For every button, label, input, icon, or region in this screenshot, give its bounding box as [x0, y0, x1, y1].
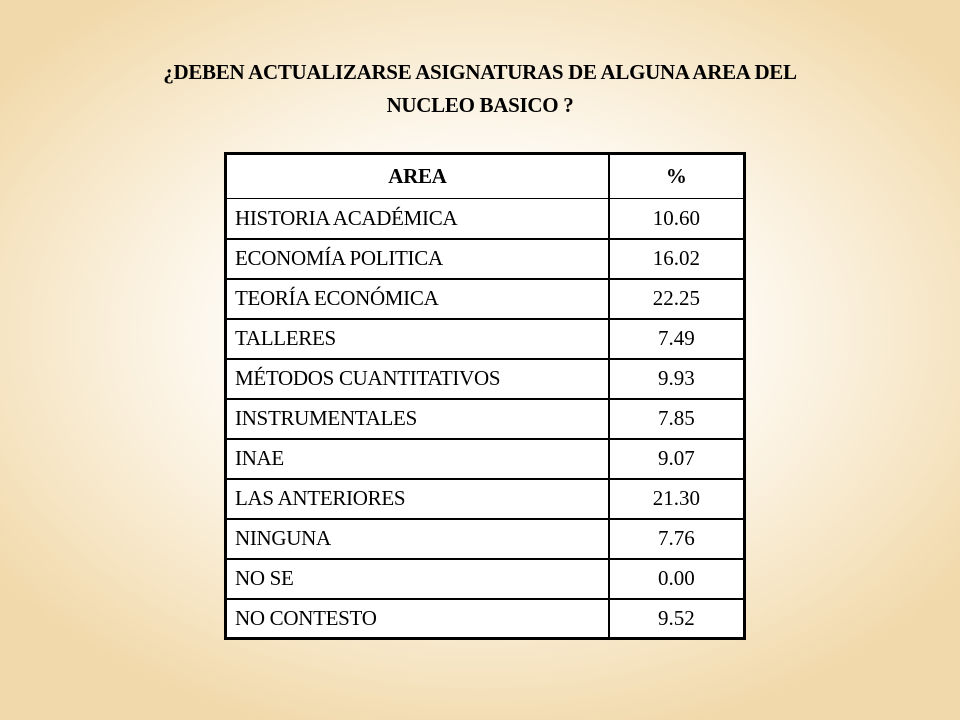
slide-title-line-1: ¿DEBEN ACTUALIZARSE ASIGNATURAS DE ALGUNA AREA DEL [163, 60, 797, 84]
table-row [226, 519, 745, 559]
cell-percent: 9.07 [609, 439, 745, 479]
header-row [226, 154, 745, 199]
cell-area: TALLERES [226, 319, 609, 359]
cell-area: INAE [226, 439, 609, 479]
cell-percent: 16.02 [609, 239, 745, 279]
table-body [226, 199, 745, 639]
table-row [226, 559, 745, 599]
table-header [226, 154, 745, 199]
table-row [226, 479, 745, 519]
cell-area: MÉTODOS CUANTITATIVOS [226, 359, 609, 399]
cell-area: HISTORIA ACADÉMICA [226, 199, 609, 239]
cell-area: INSTRUMENTALES [226, 399, 609, 439]
table-row [226, 399, 745, 439]
table-row [226, 359, 745, 399]
cell-area: NO CONTESTO [226, 599, 609, 639]
table-row [226, 599, 745, 639]
cell-area: LAS ANTERIORES [226, 479, 609, 519]
cell-percent: 7.49 [609, 319, 745, 359]
table-row [226, 319, 745, 359]
cell-percent: 9.52 [609, 599, 745, 639]
cell-area: TEORÍA ECONÓMICA [226, 279, 609, 319]
cell-area: NO SE [226, 559, 609, 599]
header-area: AREA [226, 154, 609, 199]
cell-area: ECONOMÍA POLITICA [226, 239, 609, 279]
slide-title [40, 56, 920, 122]
table-row [226, 199, 745, 239]
cell-percent: 21.30 [609, 479, 745, 519]
table-row [226, 239, 745, 279]
cell-percent: 9.93 [609, 359, 745, 399]
cell-percent: 22.25 [609, 279, 745, 319]
cell-percent: 7.76 [609, 519, 745, 559]
cell-percent: 7.85 [609, 399, 745, 439]
table-row [226, 439, 745, 479]
header-percent: % [609, 154, 745, 199]
table-row [226, 279, 745, 319]
cell-area: NINGUNA [226, 519, 609, 559]
slide-title-line-2: NUCLEO BASICO ? [386, 93, 574, 117]
results-table [224, 152, 746, 640]
cell-percent: 10.60 [609, 199, 745, 239]
cell-percent: 0.00 [609, 559, 745, 599]
